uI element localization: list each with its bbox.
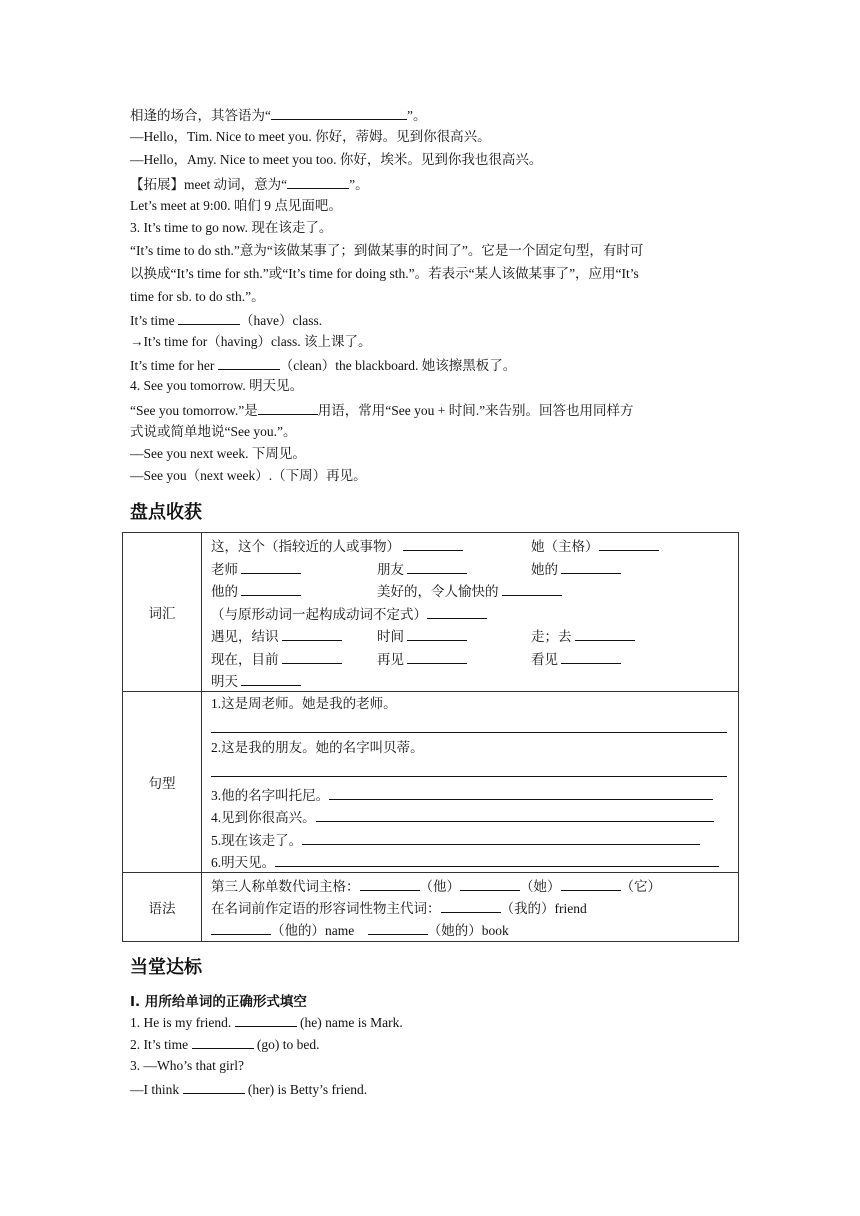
fill-blank[interactable] — [368, 920, 428, 935]
answer-line[interactable] — [275, 852, 719, 867]
fill-blank[interactable] — [235, 1012, 297, 1027]
fill-blank[interactable] — [407, 626, 467, 641]
fill-blank[interactable] — [192, 1034, 254, 1049]
intro-line-1: 相逢的场合，其答语为“ ”。 — [130, 105, 427, 125]
intro-line-13: 4. See you tomorrow. 明天见。 — [130, 378, 304, 393]
fill-blank[interactable] — [575, 626, 635, 641]
answer-line[interactable] — [329, 785, 713, 800]
fill-blank[interactable] — [183, 1079, 245, 1094]
fill-blank[interactable] — [241, 559, 301, 574]
answer-line[interactable] — [211, 732, 727, 733]
grammar-cell: 第三人称单数代词主格： （他） （她） （它） 在名词前作定语的形容词性物主代词： （我的）friend （他的）name （她的）book — [202, 873, 739, 942]
fill-blank[interactable] — [241, 671, 301, 686]
sentence-row — [123, 692, 739, 873]
fill-blank[interactable] — [287, 174, 349, 189]
fill-blank[interactable] — [282, 626, 342, 641]
summary-table — [122, 532, 739, 942]
fill-blank[interactable] — [211, 920, 271, 935]
intro-line-9: time for sb. to do sth.”。 — [130, 289, 265, 304]
question-3-answer: —I think (her) is Betty’s friend. — [130, 1079, 367, 1099]
fill-blank[interactable] — [403, 536, 463, 551]
intro-line-5: Let’s meet at 9:00. 咱们 9 点见面吧。 — [130, 198, 342, 213]
fill-blank[interactable] — [241, 581, 301, 596]
fill-blank[interactable] — [282, 649, 342, 664]
intro-line-8: 以换成“It’s time for sth.”或“It’s time for doing sth.”。若表示“某人该做某事了”，应用“It’s — [130, 266, 639, 281]
fill-blank[interactable] — [561, 559, 621, 574]
fill-blank[interactable] — [502, 581, 562, 596]
answer-line[interactable] — [302, 830, 700, 845]
sentence-label: 句型 — [123, 692, 202, 873]
fill-blank[interactable] — [427, 604, 487, 619]
intro-line-10: It’s time （have）class. — [130, 310, 322, 330]
grammar-row — [123, 873, 739, 942]
intro-line-17: —See you（next week）.（下周）再见。 — [130, 468, 367, 483]
grammar-label: 语法 — [123, 873, 202, 942]
question-1: 1. He is my friend. (he) name is Mark. — [130, 1012, 403, 1032]
summary-heading: 盘点收获 — [130, 502, 202, 523]
fill-blank[interactable] — [258, 400, 318, 415]
intro-line-3: —Hello，Amy. Nice to meet you too. 你好，埃米。见到你我也很高兴。 — [130, 152, 543, 167]
vocab-cell: 这，这个（指较近的人或事物） 她（主格） 老师 朋友 她的 他的 美好的，令人愉快的 （与原形动词一起构成动词不定式） 遇见，结识 时间 走；去 现在，目前 再见 看见 明天 — [202, 533, 739, 692]
fill-blank[interactable] — [407, 559, 467, 574]
fill-blank[interactable] — [407, 649, 467, 664]
intro-line-12: It’s time for her （clean）the blackboard. 她该擦黑板了。 — [130, 355, 516, 375]
fill-blank[interactable] — [460, 876, 520, 891]
fill-blank[interactable] — [178, 310, 240, 325]
practice-heading: 当堂达标 — [130, 957, 202, 978]
fill-blank[interactable] — [599, 536, 659, 551]
sentence-cell: 1.这是周老师。她是我的老师。 2.这是我的朋友。她的名字叫贝蒂。 3.他的名字叫托尼。 4.见到你很高兴。 5.现在该走了。 6.明天见。 — [202, 692, 739, 873]
intro-line-7: “It’s time to do sth.”意为“该做某事了；到做某事的时间了”。它是一个固定句型，有时可 — [130, 243, 644, 258]
intro-line-4: 【拓展】meet 动词，意为“ ”。 — [130, 174, 369, 194]
intro-line-6: 3. It’s time to go now. 现在该走了。 — [130, 220, 333, 235]
intro-line-11: →It’s time for（having）class. 该上课了。 — [130, 334, 372, 349]
fill-blank[interactable] — [218, 355, 280, 370]
answer-line[interactable] — [316, 807, 714, 822]
practice-section-title: Ⅰ. 用所给单词的正确形式填空 — [130, 994, 307, 1010]
fill-blank[interactable] — [441, 898, 501, 913]
answer-line[interactable] — [211, 776, 727, 777]
question-3: 3. —Who’s that girl? — [130, 1058, 244, 1073]
fill-blank[interactable] — [271, 105, 407, 120]
vocab-label: 词汇 — [123, 533, 202, 692]
intro-line-14: “See you tomorrow.”是 用语，常用“See you + 时间.”来告别。回答也用同样方 — [130, 400, 634, 420]
fill-blank[interactable] — [561, 876, 621, 891]
intro-line-16: —See you next week. 下周见。 — [130, 446, 306, 461]
fill-blank[interactable] — [561, 649, 621, 664]
vocab-row — [123, 533, 739, 692]
intro-line-2: —Hello，Tim. Nice to meet you. 你好，蒂姆。见到你很高兴。 — [130, 129, 491, 144]
intro-line-15: 式说或简单地说“See you.”。 — [130, 424, 297, 439]
fill-blank[interactable] — [360, 876, 420, 891]
question-2: 2. It’s time (go) to bed. — [130, 1034, 319, 1054]
